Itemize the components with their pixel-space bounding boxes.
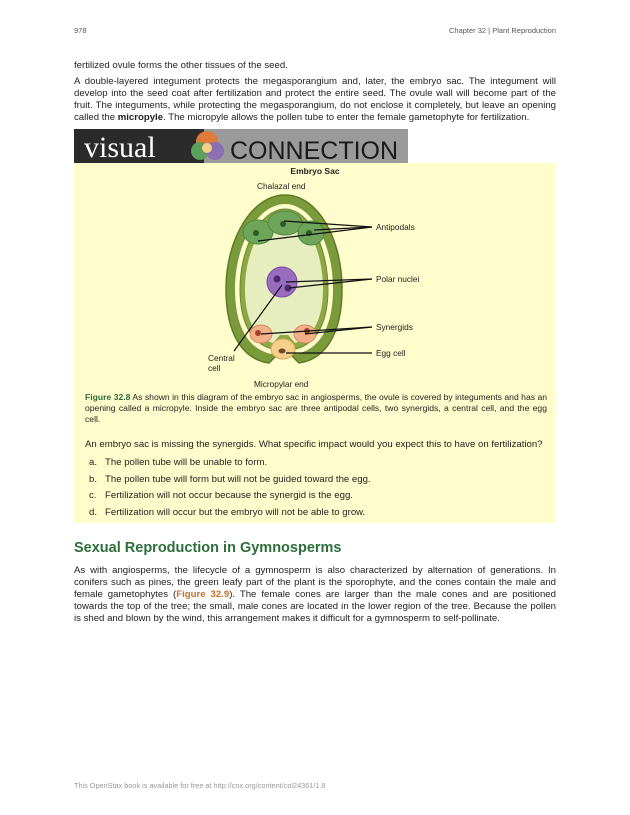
option-letter: c.: [89, 490, 97, 501]
gymnosperm-text-end: ). The female cones are larger than the male cones and are positioned towards the top of the tree; the small, male cones are located in the lower region of the tree. Because the pollen is shed and blown by the wind, this arrangement makes it difficult for a gymnosperm to self-pollinate.: [74, 589, 556, 624]
figure-number: Figure 32.8: [85, 392, 131, 402]
integument-paragraph: [74, 76, 556, 124]
gymnosperm-text-start: As with angiosperms, the lifecycle of a gymnosperm is also characterized by alternation of generations. In conifers such as pines, the green leafy part of the plant is the sporophyte, and the cones contain the male and female gametophytes (: [74, 565, 556, 600]
label-antipodals: Antipodals: [376, 222, 415, 232]
embryo-sac-diagram: [74, 163, 556, 391]
figure-32-9-link[interactable]: Figure 32.9: [176, 589, 230, 600]
label-central-cell: Central cell: [208, 353, 235, 373]
option-text: Fertilization will not occur because the synergid is the egg.: [105, 490, 353, 501]
micropyle-term: micropyle: [117, 112, 164, 123]
option-letter: b.: [89, 473, 98, 485]
intro-paragraph: fertilized ovule forms the other tissues of the seed.: [74, 60, 288, 71]
label-polar-nuclei: Polar nuclei: [376, 274, 420, 284]
answer-options: [85, 457, 551, 523]
option-text: The pollen tube will be unable to form.: [105, 457, 268, 468]
figure-title: Embryo Sac: [290, 166, 340, 176]
answer-option: [85, 507, 551, 524]
option-text: Fertilization will occur but the embryo will not be able to grow.: [105, 506, 366, 518]
connection-word: CONNECTION: [230, 137, 399, 163]
integument-text-start: A double-layered integument protects the megasporangium and, later, the embryo sac. The integument will develop into the seed coat after fertilization and protect the entire seed. The ovule wall will become part of the fruit. The integuments, while protecting the megasporangium, do not enclose it completely, but leave an opening called the: [74, 76, 556, 123]
label-egg-cell: Egg cell: [376, 348, 406, 358]
chapter-title: Chapter 32 | Plant Reproduction: [448, 26, 556, 35]
question-text: An embryo sac is missing the synergids. What specific impact would you expect this to have on fertilization?: [85, 439, 543, 450]
answer-option: [85, 457, 551, 474]
label-synergids: Synergids: [376, 322, 413, 332]
caption-text: As shown in this diagram of the embryo sac in angiosperms, the ovule is covered by integuments and has an opening called a micropyle. Inside the embryo sac are three antipodal cells, two synergids, a central cell, and the egg cell.: [85, 392, 548, 424]
visual-connection-banner: [74, 129, 408, 163]
page-footer: This OpenStax book is available for free at http://cnx.org/content/col24361/1.8: [74, 781, 326, 790]
integument-text-end: . The micropyle allows the pollen tube to enter the female gametophyte for fertilization.: [163, 112, 530, 123]
option-letter: d.: [89, 506, 98, 518]
gymnosperm-paragraph: [74, 565, 556, 625]
label-chalazal-end: Chalazal end: [257, 181, 306, 191]
page-number: 978: [74, 26, 87, 35]
visual-connection-panel: [74, 163, 556, 523]
option-letter: a.: [89, 457, 98, 468]
egg-cell: [271, 339, 295, 359]
answer-option: [85, 490, 551, 507]
option-text: The pollen tube will form but will not be guided toward the egg.: [105, 473, 371, 485]
label-micropylar-end: Micropylar end: [254, 379, 309, 389]
section-heading: Sexual Reproduction in Gymnosperms: [74, 540, 342, 556]
figure-caption: [85, 392, 547, 425]
answer-option: [85, 474, 551, 491]
visual-word: visual: [84, 131, 156, 163]
